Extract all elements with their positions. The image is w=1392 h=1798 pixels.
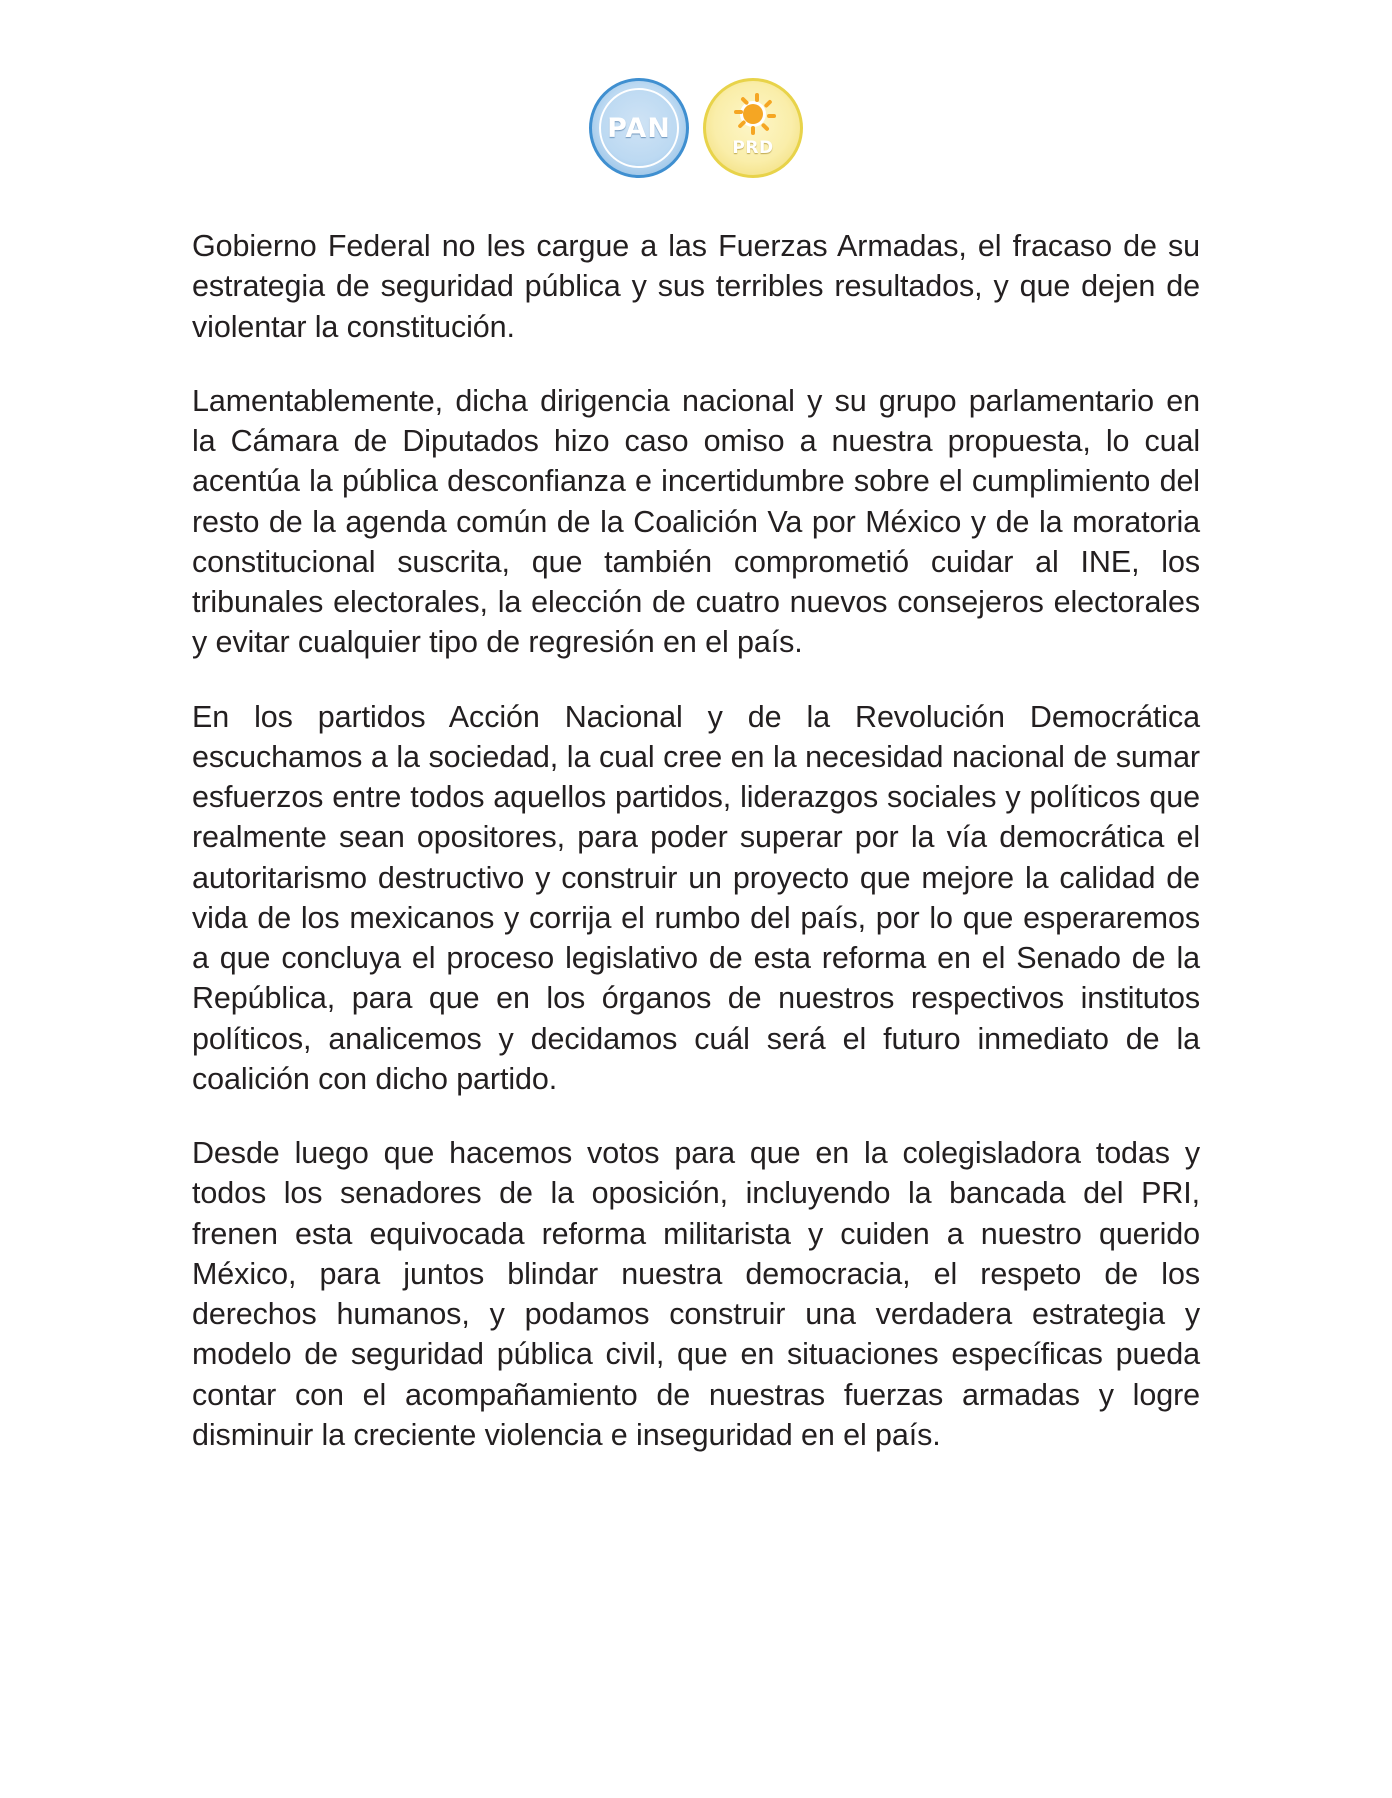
prd-logo-icon (703, 78, 803, 178)
pan-logo-icon (589, 78, 689, 178)
prd-sun-ray (755, 93, 759, 102)
prd-sun-core (743, 104, 763, 124)
paragraph: Lamentablemente, dicha dirigencia nacional y su grupo parlamentario en la Cámara de Diputados hizo caso omiso a nuestra propuesta, lo cual acentúa la pública desconfianza e incertidumbre sobre el cumplimiento del resto de la agenda común de la Coalición Va por México y de la moratoria constitucional suscrita, que también comprometió cuidar al INE, los tribunales electorales, la elección de cuatro nuevos consejeros electorales y evitar cualquier tipo de regresión en el país. (192, 383, 1200, 660)
paragraph: En los partidos Acción Nacional y de la Revolución Democrática escuchamos a la sociedad, la cual cree en la necesidad nacional de sumar esfuerzos entre todos aquellos partidos, liderazgos sociales y políticos que realmente sean opositores, para poder superar por la vía democrática el autoritarismo destructivo y construir un proyecto que mejore la calidad de vida de los mexicanos y corrija el rumbo del país, por lo que esperaremos a que concluya el proceso legislativo de esta reforma en el Senado de la República, para que en los órganos de nuestros respectivos institutos políticos, analicemos y decidamos cuál será el futuro inmediato de la coalición con dicho partido. (192, 699, 1200, 1096)
prd-sun-icon (731, 92, 775, 136)
prd-sun-ray (761, 122, 770, 131)
document-body (192, 178, 1200, 1455)
prd-sun-ray (751, 126, 755, 135)
pan-logo-label: PAN (607, 112, 671, 144)
paragraph: Desde luego que hacemos votos para que en la colegisladora todas y todos los senadores de la oposición, incluyendo la bancada del PRI, frenen esta equivocada reforma militarista y cuiden a nuestro querido México, para juntos blindar nuestra democracia, el respeto de los derechos humanos, y podamos construir una verdadera estrategia y modelo de seguridad pública civil, que en situaciones específicas pueda contar con el acompañamiento de nuestras fuerzas armadas y logre disminuir la creciente violencia e inseguridad en el país. (192, 1136, 1200, 1452)
prd-sun-ray (734, 110, 743, 114)
prd-logo-label: PRD (732, 138, 774, 158)
paragraph: Gobierno Federal no les cargue a las Fuerzas Armadas, el fracaso de su estrategia de seguridad pública y sus terribles resultados, y que dejen de violentar la constitución. (192, 229, 1200, 344)
prd-sun-ray (767, 114, 776, 118)
document-header (0, 0, 1392, 178)
prd-sun-ray (737, 120, 746, 129)
prd-sun-ray (763, 99, 772, 108)
